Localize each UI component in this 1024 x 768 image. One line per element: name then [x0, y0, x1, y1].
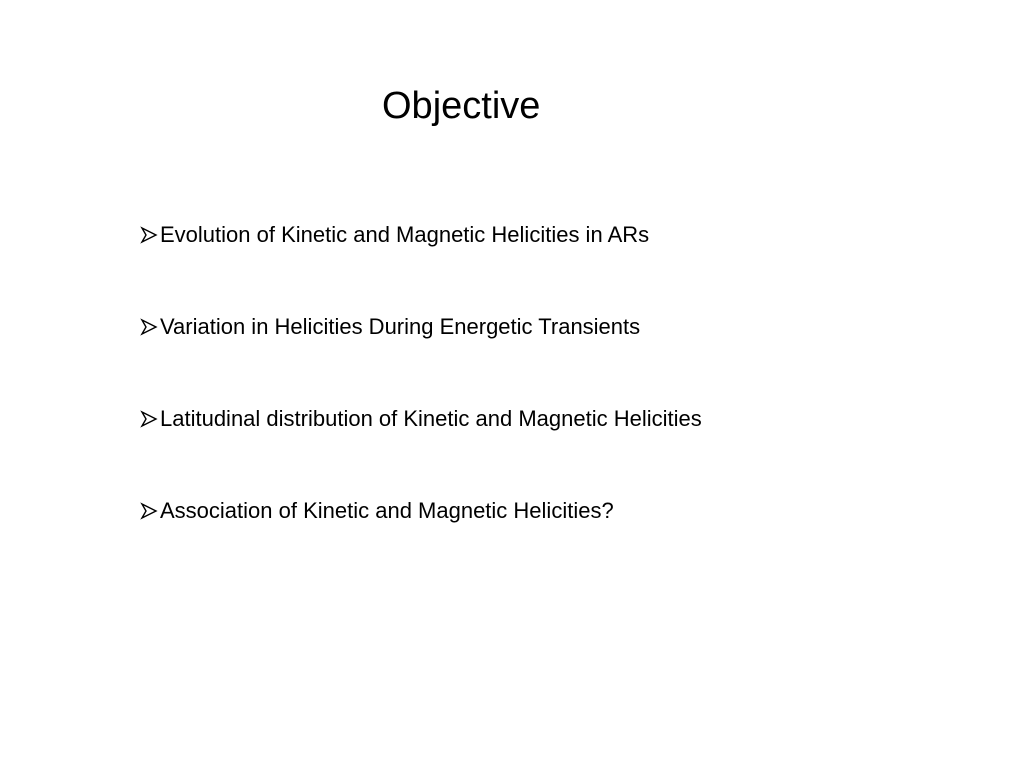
- bullet-text: Evolution of Kinetic and Magnetic Helicities in ARs: [160, 222, 650, 247]
- list-item: [140, 406, 702, 432]
- bullet-text: Latitudinal distribution of Kinetic and Magnetic Helicities: [160, 406, 702, 431]
- arrowhead-bullet-icon: [140, 409, 159, 429]
- list-item: [140, 314, 640, 340]
- arrowhead-bullet-icon: [140, 317, 159, 337]
- arrowhead-bullet-icon: [140, 225, 159, 245]
- arrowhead-bullet-icon: [140, 501, 159, 521]
- bullet-text: Variation in Helicities During Energetic Transients: [160, 314, 641, 339]
- bullet-text: Association of Kinetic and Magnetic Helicities?: [160, 498, 614, 523]
- slide-title: Objective: [382, 85, 541, 127]
- list-item: [140, 222, 649, 248]
- list-item: [140, 498, 614, 524]
